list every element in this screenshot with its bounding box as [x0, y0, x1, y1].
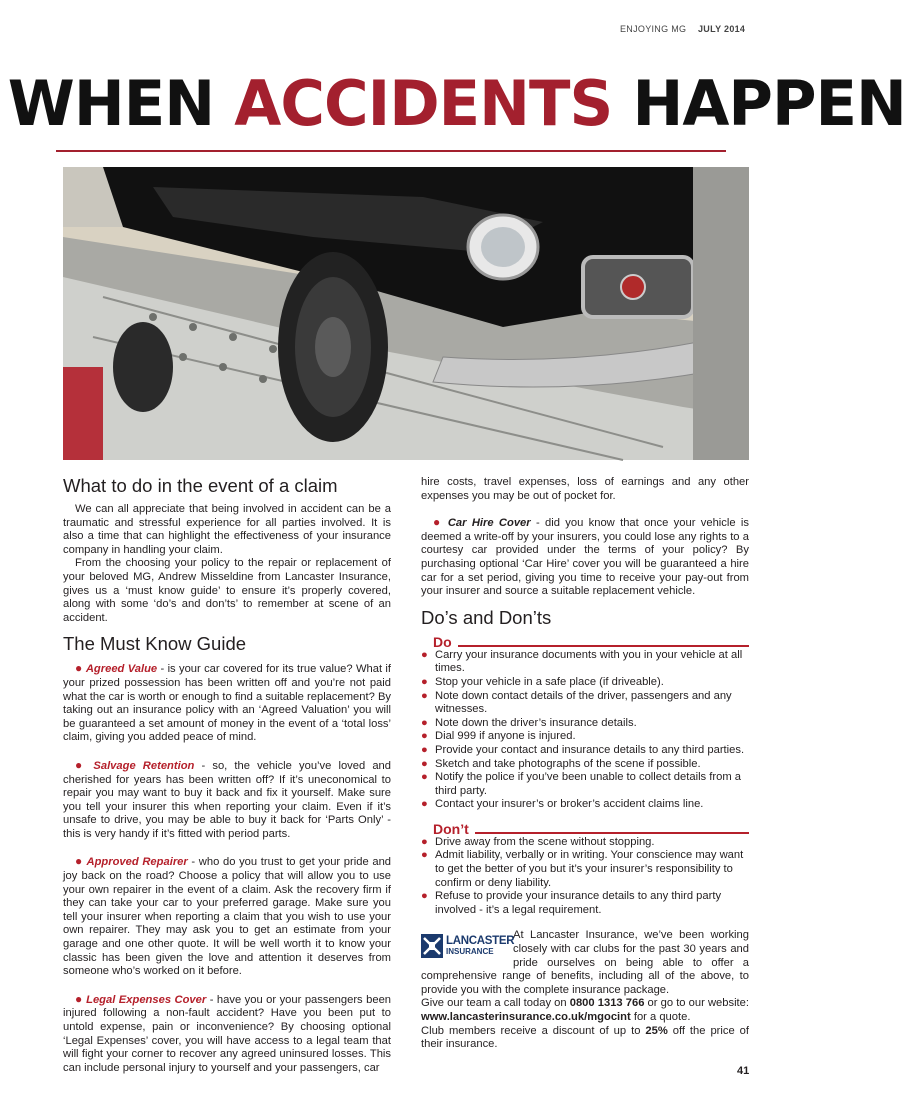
title-rule	[56, 150, 726, 152]
list-item	[421, 717, 749, 731]
page-title	[7, 60, 906, 148]
guide-term: Approved Repairer	[86, 856, 188, 869]
guide-term: Car Hire Cover	[447, 517, 531, 530]
dont-label: Don’t	[433, 820, 469, 837]
guide-heading: The Must Know Guide	[63, 633, 247, 655]
do-rule	[458, 645, 749, 647]
intro-paragraph-1: We can all appreciate that being involved in accident can be a traumatic and stressful experience for all parties involved. It is also a time that can highlight the effectiveness of your insurance company in handling your claim.	[63, 503, 391, 556]
list-item	[421, 849, 749, 890]
guide-item-salvage-retention	[63, 759, 391, 842]
list-item	[421, 890, 749, 917]
list-item-text: Provide your contact and insurance details to any third parties.	[435, 743, 745, 756]
lancaster-paragraph: At Lancaster Insurance, we’ve been working closely with car clubs for the past 30 years and pride ourselves on being able to offer a comprehensive range of benefits, including all of the above, to provide you with the complete insurance package.	[421, 929, 749, 996]
guide-text: - so, the vehicle you’ve loved and cherished for years has been written off? If it’s uneconomical to repair you may want to buy it back and fix it yourself. Make sure you tell your insurer this when reporting your claim. Even if it’s unsafe to drive, you may be able to buy it back for ‘Parts Only’ - this is very handy if it’s fitted with period parts.	[63, 759, 392, 840]
list-item	[421, 758, 749, 772]
discount-text: off the price of their insurance.	[421, 1024, 749, 1051]
do-label: Do	[433, 633, 452, 650]
bullet-icon: ●	[421, 849, 428, 862]
do-list	[421, 649, 749, 812]
list-item-text: Refuse to provide your insurance details to any third party involved - it’s a legal requirement.	[435, 890, 722, 916]
contact-text: for a quote.	[630, 1011, 691, 1023]
guide-text: - have you or your passengers been injured following a non-fault accident? Have you been put to untold expense, pain or inconvenience? By choosing optional ‘Legal Expenses’ cover, you will have access to a legal team that will fight your corner to recover any agreed uninsured losses. This can include personal injury to yourself and your passengers, car	[63, 993, 392, 1074]
list-item	[421, 771, 749, 798]
left-column	[63, 473, 391, 1075]
bullet-icon: ●	[75, 661, 83, 676]
issue-date: JULY 2014	[698, 24, 746, 34]
guide-item-approved-repairer	[63, 855, 391, 978]
guide-text: - did you know that once your vehicle is deemed a write-off by your insurers, you could lose any rights to a courtesy car provided under the terms of your policy? By purchasing optional ‘Car Hire’ cover you will be guaranteed a hire car for a set period, giving you time to receive your pay-out from your insurer and source a suitable replacement vehicle.	[421, 517, 750, 598]
bullet-icon: ●	[421, 743, 428, 756]
guide-item-agreed-value	[63, 662, 391, 745]
bullet-icon: ●	[421, 675, 428, 688]
dont-rule	[475, 832, 749, 834]
guide-term: Legal Expenses Cover	[86, 993, 207, 1006]
list-item	[421, 836, 749, 850]
bullet-icon: ●	[421, 757, 428, 770]
guide-item-legal-expenses	[63, 993, 391, 1076]
contact-text: or go to our website:	[644, 997, 749, 1010]
list-item	[421, 649, 749, 676]
bullet-icon: ●	[75, 854, 83, 869]
list-item	[421, 730, 749, 744]
lancaster-discount	[421, 1025, 749, 1052]
lancaster-logo	[421, 931, 515, 961]
bullet-icon: ●	[421, 798, 428, 811]
dont-subheading	[421, 822, 749, 836]
discount-text: Club members receive a discount of up to	[421, 1024, 646, 1037]
list-item-text: Admit liability, verbally or in writing. Your conscience may want to get the better of you but it’s your insurer’s responsibility to confirm or deny liability.	[435, 849, 744, 889]
bullet-icon: ●	[421, 890, 428, 903]
list-item	[421, 690, 749, 717]
magazine-name: ENJOYING MG	[620, 24, 687, 34]
phone-number: 0800 1313 766	[569, 997, 645, 1010]
crashed-car-photo	[63, 167, 749, 460]
list-item-text: Dial 999 if anyone is injured.	[435, 730, 576, 743]
list-item-text: Notify the police if you’ve been unable to collect details from a third party.	[435, 771, 741, 797]
website-link[interactable]: www.lancasterinsurance.co.uk/mgocint	[421, 1011, 631, 1023]
intro-heading: What to do in the event of a claim	[63, 475, 338, 496]
list-item	[421, 676, 749, 690]
guide-item-car-hire	[421, 516, 749, 599]
bullet-icon: ●	[421, 716, 428, 729]
bullet-icon: ●	[421, 648, 428, 661]
discount-value: 25%	[645, 1024, 668, 1037]
dont-list	[421, 836, 749, 918]
list-item-text: Drive away from the scene without stopping.	[435, 835, 655, 848]
list-item-text: Note down the driver’s insurance details.	[435, 716, 637, 729]
lancaster-emblem-icon	[421, 934, 443, 958]
title-part-1: WHEN	[7, 67, 235, 140]
guide-text: - who do you trust to get your pride and joy back on the road? Choose a policy that will allow you to use your own repairer in the event of a claim. Ask the recovery firm if they can take your car to your preferred garage. Make sure you tell your insurer when reporting a claim that you wish to use your own repairer. They may ask you to get an estimate from your garage and one other quote. It will be well worth it to know your classic has been given the love and attention it deserves from someone who’s worked on it before.	[63, 856, 392, 978]
list-item-text: Carry your insurance documents with you in your vehicle at all times.	[435, 648, 743, 675]
bullet-icon: ●	[421, 835, 428, 848]
guide-term: Salvage Retention	[93, 759, 195, 772]
list-item	[421, 798, 749, 812]
bullet-icon: ●	[75, 991, 83, 1006]
right-column	[421, 473, 749, 1052]
guide-continuation: hire costs, travel expenses, loss of earnings and any other expenses you may be out of pocket for.	[421, 476, 749, 502]
title-highlight: ACCIDENTS	[234, 67, 613, 140]
page-number: 41	[737, 1065, 750, 1077]
contact-text: Give our team a call today on	[421, 997, 570, 1010]
bullet-icon: ●	[421, 771, 428, 784]
list-item-text: Note down contact details of the driver, passengers and any witnesses.	[435, 689, 732, 716]
intro-paragraph-2: From the choosing your policy to the repair or replacement of your beloved MG, Andrew Misseldine from Lancaster Insurance, gives us a ‘must know guide’ to ensure it’s properly covered, along with some ‘do’s and don’ts’ to remember at scene of an accident.	[63, 557, 391, 624]
bullet-icon: ●	[433, 515, 443, 530]
bullet-icon: ●	[421, 730, 428, 743]
bullet-icon: ●	[75, 757, 87, 772]
dos-donts-heading: Do’s and Don’ts	[421, 606, 552, 628]
list-item	[421, 744, 749, 758]
list-item-text: Contact your insurer’s or broker’s accident claims line.	[435, 798, 704, 811]
logo-line-2: INSURANCE	[446, 947, 494, 957]
logo-line-1: LANCASTER	[446, 935, 515, 948]
lancaster-contact	[421, 997, 749, 1024]
title-part-2: HAPPEN	[612, 67, 906, 140]
list-item-text: Sketch and take photographs of the scene if possible.	[435, 757, 701, 770]
guide-term: Agreed Value	[85, 663, 158, 676]
lancaster-section	[421, 929, 749, 1051]
do-subheading	[421, 635, 749, 649]
bullet-icon: ●	[421, 689, 428, 702]
guide-text: - is your car covered for its true value? What if your prized possession has been written off and you’re not paid what the car is worth or enough to find a suitable replacement? By taking out an insurance policy with an ‘Agreed Valuation’ you will be guaranteed a set amount of money in the event of a ‘total loss’ claim, giving you added peace of mind.	[63, 663, 392, 744]
list-item-text: Stop your vehicle in a safe place (if driveable).	[435, 675, 664, 688]
